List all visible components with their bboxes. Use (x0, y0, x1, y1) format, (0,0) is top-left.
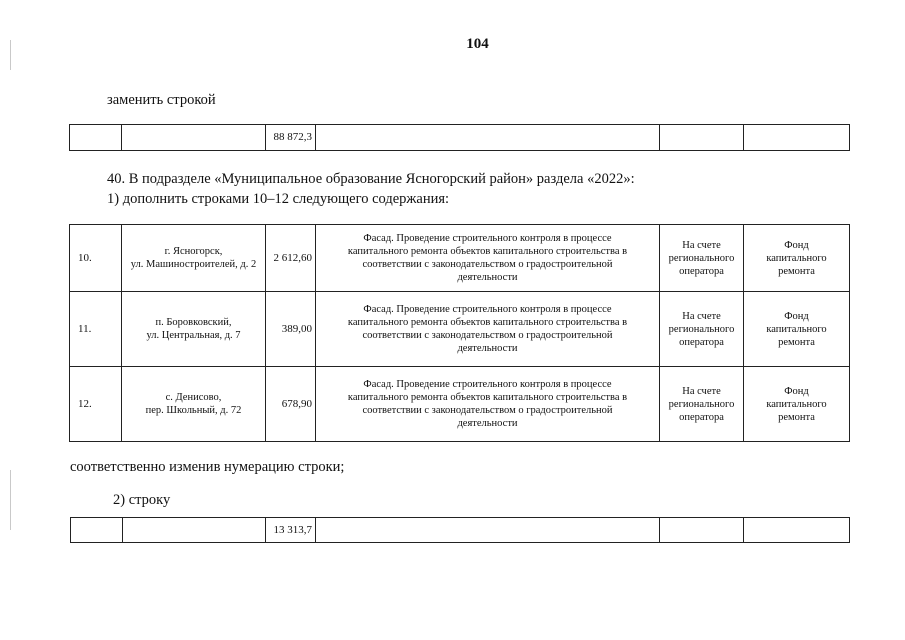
method-cell (660, 125, 744, 151)
amount-cell: 389,00 (266, 292, 316, 367)
addition-rows-table (69, 224, 850, 442)
work-line: Фасад. Проведение строительного контроля в процессе (363, 304, 612, 315)
work-cell (316, 367, 660, 442)
table-row (70, 292, 850, 367)
method-line: На счете (682, 310, 721, 322)
method-line: регионального (668, 323, 735, 335)
replace-label: заменить строкой (107, 92, 216, 108)
address-cell (122, 125, 266, 151)
method-line: регионального (668, 252, 735, 264)
method-line: оператора (679, 265, 724, 277)
row-number-cell (70, 125, 122, 151)
amount-cell: 13 313,7 (266, 518, 316, 543)
source-cell (744, 367, 850, 442)
method-line: оператора (679, 336, 724, 348)
work-line: капитального ремонта объектов капитального строительства в (347, 317, 628, 328)
table-row (70, 125, 850, 151)
source-line: Фонд (784, 239, 809, 251)
work-cell (316, 292, 660, 367)
source-cell (744, 292, 850, 367)
work-cell (316, 125, 660, 151)
method-cell (660, 367, 744, 442)
source-cell (744, 518, 850, 543)
table-row (70, 225, 850, 292)
work-line: соответствии с законодательством о градостроительной (362, 259, 613, 270)
work-line: Фасад. Проведение строительного контроля в процессе (363, 379, 612, 390)
address-line: ул. Центральная, д. 7 (146, 330, 241, 341)
work-line: соответствии с законодательством о градостроительной (362, 405, 613, 416)
method-line: оператора (679, 411, 724, 423)
row-number-cell: 11. (70, 292, 122, 367)
method-line: На счете (682, 385, 721, 397)
source-line: ремонта (778, 265, 815, 277)
table-row (70, 367, 850, 442)
scan-margin-mark (10, 40, 11, 70)
address-cell (123, 518, 266, 543)
item-2-text: 2) строку (113, 492, 171, 508)
address-line: п. Боровковский, (155, 317, 232, 328)
method-cell (660, 292, 744, 367)
source-cell (744, 125, 850, 151)
amount-cell: 678,90 (266, 367, 316, 442)
amount-cell: 88 872,3 (266, 125, 316, 151)
scan-margin-mark (10, 470, 11, 530)
table-row (71, 518, 850, 543)
address-cell (122, 225, 266, 292)
work-line: Фасад. Проведение строительного контроля в процессе (363, 233, 612, 244)
item-1-text: 1) дополнить строками 10–12 следующего содержания: (107, 191, 450, 207)
address-line: с. Денисово, (165, 392, 222, 403)
source-line: Фонд (784, 310, 809, 322)
address-line: пер. Школьный, д. 72 (145, 405, 242, 416)
renumber-note: соответственно изменив нумерацию строки; (70, 459, 345, 475)
address-line: г. Ясногорск, (164, 246, 223, 257)
source-cell (744, 225, 850, 292)
source-line: капитального (766, 398, 827, 410)
address-line: ул. Машиностроителей, д. 2 (130, 259, 257, 270)
source-line: капитального (766, 323, 827, 335)
method-cell (660, 518, 744, 543)
work-cell (316, 518, 660, 543)
source-line: Фонд (784, 385, 809, 397)
section-heading: 40. В подразделе «Муниципальное образование Ясногорский район» раздела «2022»: (107, 171, 635, 187)
work-line: соответствии с законодательством о градостроительной (362, 330, 613, 341)
row-number-cell (71, 518, 123, 543)
address-cell (122, 367, 266, 442)
bottom-replacement-table (70, 517, 850, 543)
row-number-cell: 10. (70, 225, 122, 292)
work-line: деятельности (457, 272, 518, 283)
source-line: ремонта (778, 336, 815, 348)
page-number: 104 (466, 36, 489, 52)
work-line: деятельности (457, 343, 518, 354)
row-number-cell: 12. (70, 367, 122, 442)
top-replacement-table (69, 124, 850, 151)
method-cell (660, 225, 744, 292)
work-cell (316, 225, 660, 292)
source-line: капитального (766, 252, 827, 264)
address-cell (122, 292, 266, 367)
work-line: деятельности (457, 418, 518, 429)
work-line: капитального ремонта объектов капитального строительства в (347, 392, 628, 403)
work-line: капитального ремонта объектов капитального строительства в (347, 246, 628, 257)
amount-cell: 2 612,60 (266, 225, 316, 292)
source-line: ремонта (778, 411, 815, 423)
method-line: регионального (668, 398, 735, 410)
method-line: На счете (682, 239, 721, 251)
